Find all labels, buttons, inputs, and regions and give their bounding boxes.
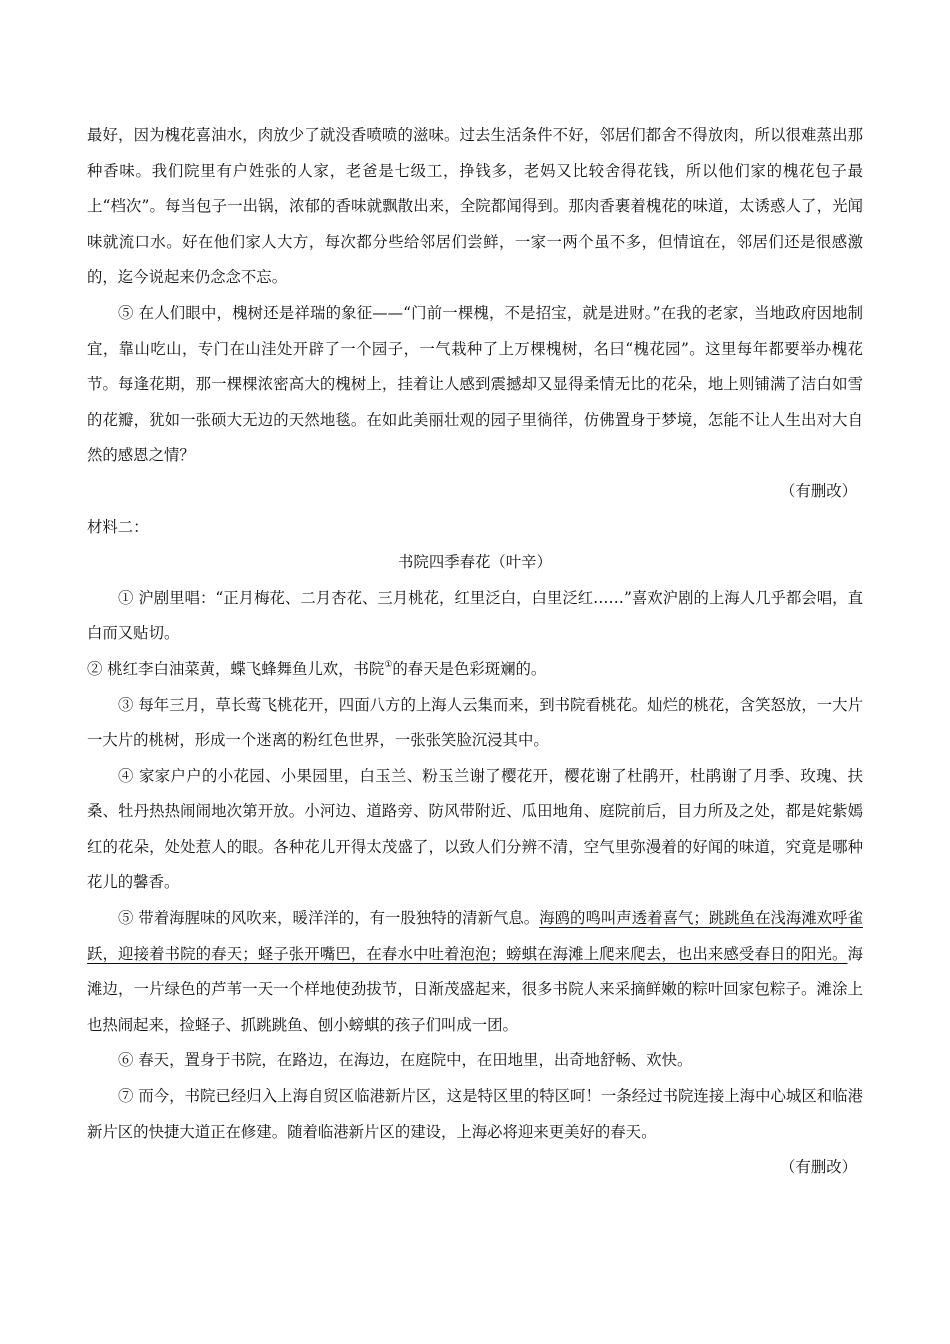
material1-paragraph-4-continued: 最好，因为槐花喜油水，肉放少了就没香喷喷的滋味。过去生活条件不好，邻居们都舍不得放肉，所以很难蒸出那种香味。我们院里有户姓张的人家，老爸是七级工，挣钱多，老妈又比较舍得花钱，所以他们家的槐花包子最上“档次”。每当包子一出锅，浓郁的香味就飘散出来，全院都闻得到。那肉香裹着槐花的味道，太诱惑人了，光闻味就流口水。好在他们家人大方，每次都分些给邻居们尝鲜，一家一两个虽不多，但情谊在，邻居们还是很感激的，迄今说起来仍念念不忘。 [87,126,863,287]
material2-paragraph-2-text-b: 的春天是色彩斑斓的。 [392,659,547,678]
material2-paragraph-6: ⑥ 春天，置身于书院，在路边，在海边，在庭院中，在田地里，出奇地舒畅、欢快。 [118,1051,693,1070]
material2-paragraph-5-text-a: ⑤ 带着海腥味的风吹来，暖洋洋的，有一股独特的清新气息。 [118,909,540,928]
material2-paragraph-2-text-a: ② 桃红李白油菜黄，蝶飞蜂舞鱼儿欢，书院 [87,659,385,678]
material2-paragraph-2 [87,652,863,688]
material1-source-note: （有删改） [780,481,857,500]
underlined-passage: 海鸥的鸣叫声透着喜气；跳跳鱼在浅海滩欢呼雀跃，迎接着书院的春天；蛏子张开嘴巴，在春水中吐着泡泡；螃蜞在海滩上爬来爬去，也出来感受春日的阳光。 [87,909,863,963]
material1-paragraph-5: ⑤ 在人们眼中，槐树还是祥瑞的象征——“门前一棵槐，不是招宝，就是进财。”在我的老家，当地政府因地制宜，靠山吃山，专门在山洼处开辟了一个园子，一气栽种了上万棵槐树，名曰“槐花园”。这里每年都要举办槐花节。每逢花期，那一棵棵浓密高大的槐树上，挂着让人感到震撼却又显得柔情无比的花朵，地上则铺满了洁白如雪的花瓣，犹如一张硕大无边的天然地毯。在如此美丽壮观的园子里徜徉，仿佛置身于梦境，怎能不让人生出对大自然的感恩之情？ [87,303,863,465]
footnote-marker: ① [384,659,393,670]
material2-title: 书院四季春花（叶辛） [398,553,552,572]
material2-label: 材料二： [87,517,149,536]
material2-paragraph-7: ⑦ 而今，书院已经归入上海自贸区临港新片区，这是特区里的特区呵！一条经过书院连接上海中心城区和临港新片区的快捷大道正在修建。随着临港新片区的建设，上海必将迎来更美好的春天。 [87,1087,863,1141]
material2-paragraph-5 [87,901,863,1043]
material2-source-note: （有删改） [780,1158,857,1177]
material2-paragraph-4: ④ 家家户户的小花园、小果园里，白玉兰、粉玉兰谢了樱花开，樱花谢了杜鹃开，杜鹃谢了月季、玫瑰、扶桑、牡丹热热闹闹地次第开放。小河边、道路旁、防风带附近、瓜田地角、庭院前后，目力所及之处，都是姹紫嫣红的花朵，处处惹人的眼。各种花儿开得太茂盛了，以致人们分辨不清，空气里弥漫着的好闻的味道，究竟是哪种花儿的馨香。 [87,766,863,892]
material2-paragraph-3: ③ 每年三月，草长莺飞桃花开，四面八方的上海人云集而来，到书院看桃花。灿烂的桃花，含笑怒放，一大片一大片的桃树，形成一个迷离的粉红色世界，一张张笑脸沉浸其中。 [87,695,863,750]
material2-paragraph-5-text-b: 海滩边，一片绿色的芦苇一天一个样地使劲拔节，日渐茂盛起来，很多书院人来采摘鲜嫩的粽叶回家包粽子。滩涂上也热闹起来，捡蛏子、抓跳跳鱼、刨小螃蜞的孩子们叫成一团。 [87,944,863,1034]
material2-paragraph-1: ① 沪剧里唱：“正月梅花、二月杏花、三月桃花，红里泛白，白里泛红……”喜欢沪剧的上海人几乎都会唱，直白而又贴切。 [87,588,863,643]
document-page [87,118,863,1186]
